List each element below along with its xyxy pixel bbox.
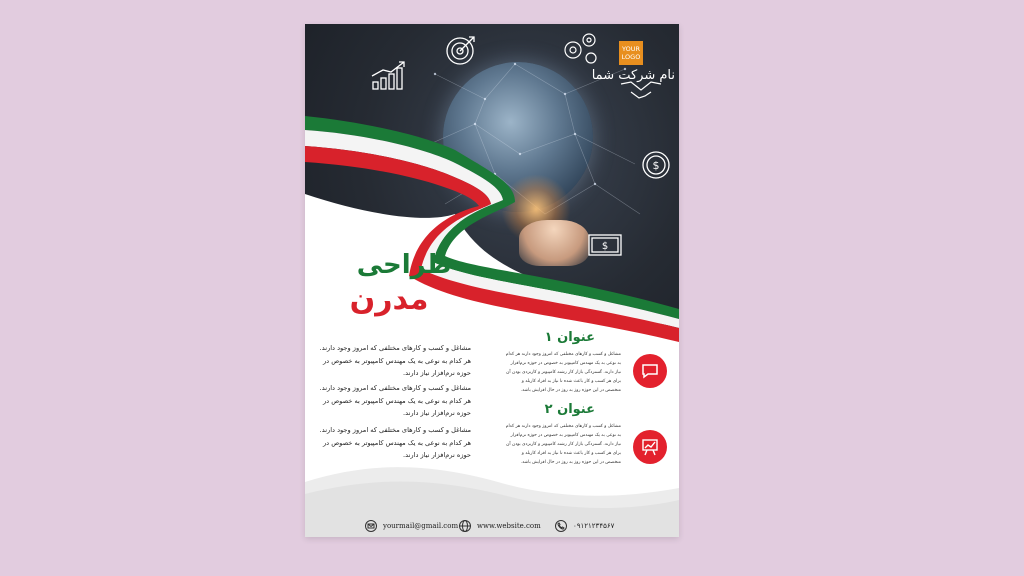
section-1-title: عنوان ۱ — [544, 330, 595, 345]
paragraph-line: هر کدام به نوعی به یک مهندس کامپیوتر به خصوص در — [322, 438, 471, 447]
section-2-title: عنوان ۲ — [544, 402, 595, 417]
section-1-text: مشاغل و کسب و کارهای مختلفی که امروز وجود دارند هر کدام به نوعی به یک مهندس کامپیوتر به خصوص در حوزه نرم‌افزار نیاز دارند. گستردگی بازار کار رشته کامپیوتر و کاربردی بودن آن برای هر کسب و کار باعث شده تا نیاز به افراد کاربلد و متخصص در این حوزه روز به روز در حال افزایش باشد. — [505, 352, 621, 393]
phone-text: ۰۹۱۲۱۲۳۴۵۶۷ — [573, 522, 615, 530]
company-logo: YOUR LOGO — [619, 41, 643, 65]
paragraph-line: حوزه نرم‌افزار نیاز دارند. — [403, 409, 471, 417]
paragraph-line: حوزه نرم‌افزار نیاز دارند. — [403, 369, 471, 377]
headline-line1: طراحی — [356, 250, 452, 280]
company-name: نام شرکت شما — [591, 68, 675, 83]
website-contact — [459, 520, 541, 532]
svg-text:$: $ — [652, 159, 660, 172]
paragraph-line: مشاغل و کسب و کارهای مختلفی که امروز وجود دارند. — [319, 344, 471, 352]
paragraph-2 — [311, 382, 471, 420]
paragraph-line: مشاغل و کسب و کارهای مختلفی که امروز وجود دارند. — [319, 426, 471, 434]
section-2-text: مشاغل و کسب و کارهای مختلفی که امروز وجود دارند هر کدام به نوعی به یک مهندس کامپیوتر به خصوص در حوزه نرم‌افزار نیاز دارند. گستردگی بازار کار رشته کامپیوتر و کاربردی بودن آن برای هر کسب و کار باعث شده تا نیاز به افراد کاربلد و متخصص در این حوزه روز به روز در حال افزایش باشد. — [505, 424, 621, 465]
paragraph-1 — [311, 342, 471, 380]
paragraph-line: هر کدام به نوعی به یک مهندس کامپیوتر به خصوص در — [322, 396, 471, 405]
headline-line2: مدرن — [349, 282, 429, 317]
envelope-icon — [365, 520, 377, 532]
chat-bubble-icon — [641, 363, 659, 379]
paragraph-line: حوزه نرم‌افزار نیاز دارند. — [403, 451, 471, 459]
flyer-poster — [305, 24, 679, 537]
svg-text:$: $ — [601, 241, 609, 252]
phone-contact — [555, 520, 614, 532]
website-text: www.website.com — [477, 522, 541, 530]
phone-icon — [555, 520, 567, 532]
email-text: yourmail@gmail.com — [383, 522, 459, 530]
globe-icon — [459, 520, 471, 532]
email-contact — [365, 520, 458, 532]
section-1-icon-badge — [633, 354, 667, 388]
paragraph-line: هر کدام به نوعی به یک مهندس کامپیوتر به خصوص در — [322, 356, 471, 365]
paragraph-line: مشاغل و کسب و کارهای مختلفی که امروز وجود دارند. — [319, 384, 471, 392]
